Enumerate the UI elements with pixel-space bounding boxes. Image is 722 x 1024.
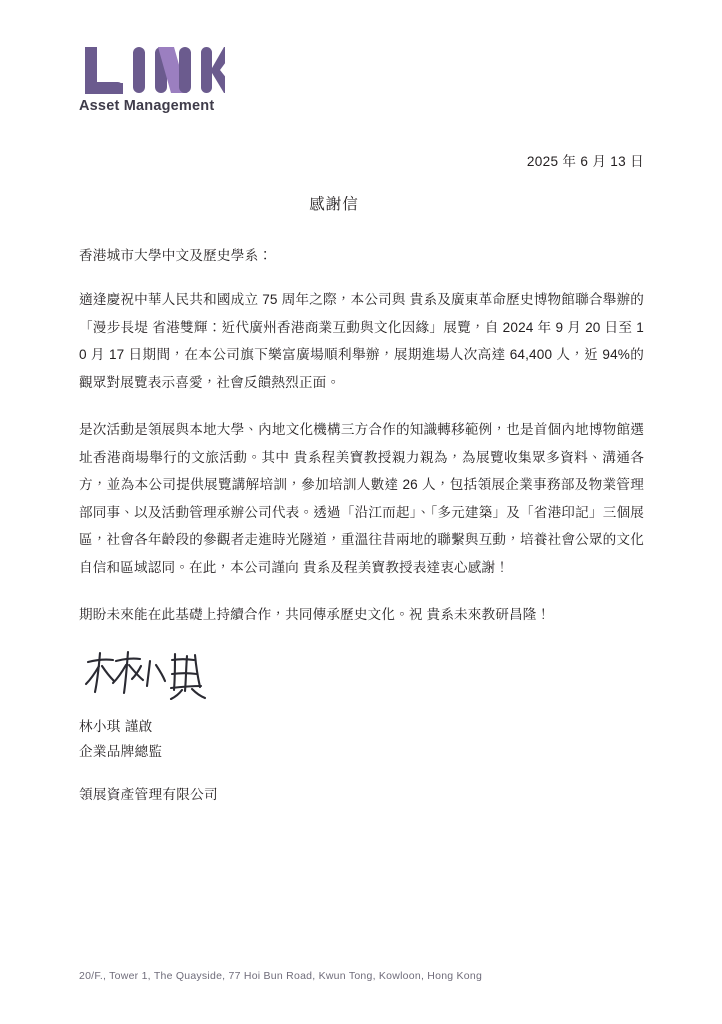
- letter-salutation: 香港城市大學中文及歷史學系：: [79, 248, 273, 263]
- letter-body: [79, 150, 644, 649]
- letter-date: 2025 年 6 月 13 日: [526, 154, 644, 169]
- letterhead-tagline: Asset Management: [79, 98, 215, 114]
- signature-block: [79, 648, 479, 807]
- letter-paragraph: 適逢慶祝中華人民共和國成立 75 周年之際，本公司與 貴系及廣東革命歷史博物館聯合舉辦的「漫步長堤 省港雙輝：近代廣州香港商業互動與文化因緣」展覽，自 2024 年 9 月 20 日至 10 月 17 日期間，在本公司旗下樂富廣場順利舉辦，展期進場人次高達 64,400 人，近 94%的觀眾對展覽表示喜愛，社會反饋熱烈正面。: [79, 292, 644, 390]
- letter-paragraph: 是次活動是領展與本地大學、內地文化機構三方合作的知識轉移範例，也是首個內地博物館選址香港商場舉行的文旅活動。其中 貴系程美寶教授親力親為，為展覽收集眾多資料、溝通各方，並為本公司提供展覽講解培訓，參加培訓人數達 26 人，包括領展企業事務部及物業管理部同事、以及活動管理承辦公司代表。透過「沿江而起」、「多元建築」及「省港印記」三個展區，社會各年齡段的參觀者走進時光隧道，重溫往昔兩地的聯繫與互動，培養社會公眾的文化自信和區域認同。在此，本公司謹向 貴系及程美寶教授表達衷心感謝！: [79, 422, 644, 575]
- letter-paragraph: 期盼未來能在此基礎上持續合作，共同傳承歷史文化。祝 貴系未來教研昌隆！: [79, 607, 551, 622]
- signer-title: 企業品牌總監: [79, 744, 163, 759]
- letter-title: 感謝信: [309, 196, 359, 213]
- link-logo-icon: [79, 44, 225, 96]
- signer-name: 林小琪 謹啟: [79, 719, 153, 734]
- letterhead: [79, 44, 339, 114]
- footer-address: 20/F., Tower 1, The Quayside, 77 Hoi Bun Road, Kwun Tong, Kowloon, Hong Kong: [79, 970, 483, 982]
- handwritten-signature-icon: [83, 648, 208, 700]
- signature-details: [79, 714, 479, 807]
- signer-company: 領展資產管理有限公司: [79, 787, 218, 802]
